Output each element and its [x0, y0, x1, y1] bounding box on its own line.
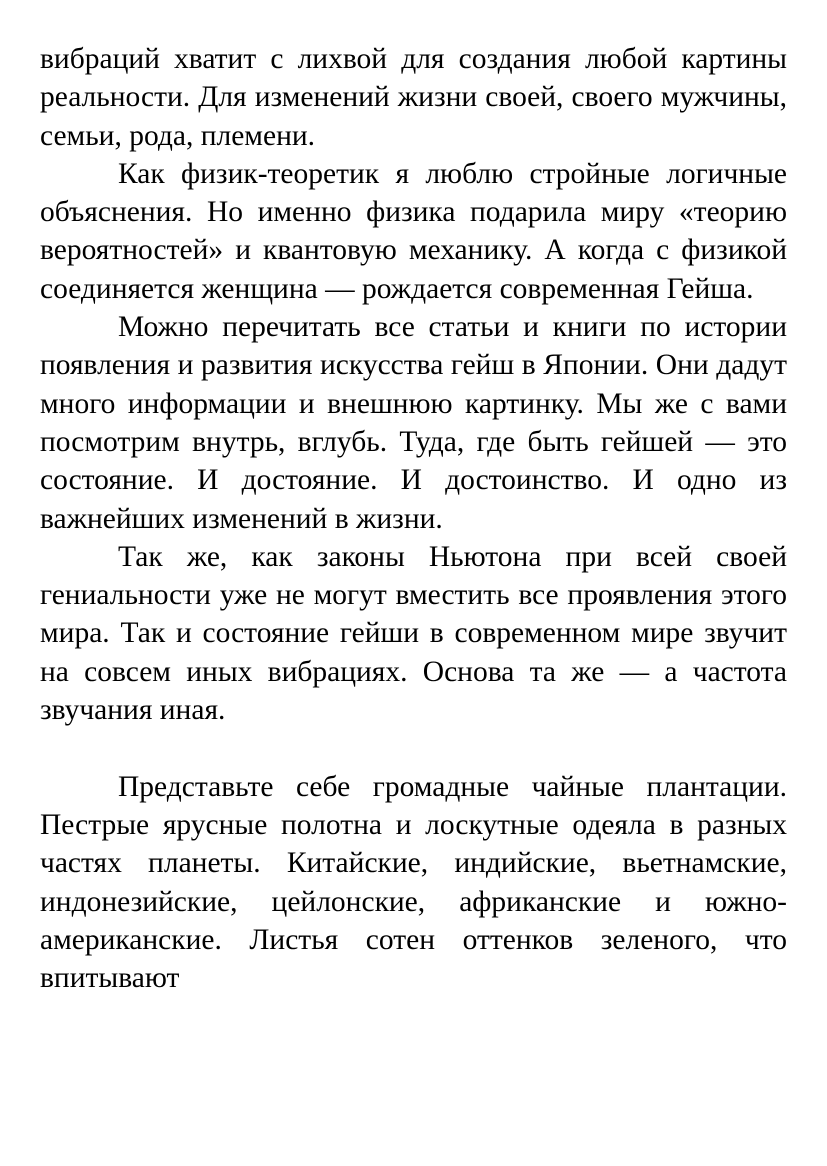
paragraph-spacer: [40, 729, 787, 767]
paragraph-5: Представьте себе громадные чайные плантации. Пестрые ярусные полотна и лоскутные одеяла в разных частях планеты. Китайские, индийские, вьетнамские, индонезийские, цейлонские, африканские и южно-американские. Листья сотен оттенков зеленого, что впитывают: [40, 770, 787, 995]
document-page: [40, 40, 787, 997]
paragraph-1: вибраций хватит с лихвой для создания любой картины реальности. Для изменений жизни своей, своего мужчины, семьи, рода, племени.: [40, 43, 787, 152]
paragraph-3: Можно перечитать все статьи и книги по истории появления и развития искусства гейш в Японии. Они дадут много информации и внешнюю картинку. Мы же с вами посмотрим внутрь, вглубь. Туда, где быть гейшей — это состояние. И достояние. И достоинство. И одно из важнейших изменений в жизни.: [40, 311, 787, 535]
paragraph-2: Как физик-теоретик я люблю стройные логичные объяснения. Но именно физика подарила миру «теорию вероятностей» и квантовую механику. А когда с физикой соединяется женщина — рождается современная Гейша.: [40, 157, 787, 305]
paragraph-4: Так же, как законы Ньютона при всей своей гениальности уже не могут вместить все проявления этого мира. Так и состояние гейши в современном мире звучит на совсем иных вибрациях. Основа та же — а частота звучания иная.: [40, 540, 787, 727]
